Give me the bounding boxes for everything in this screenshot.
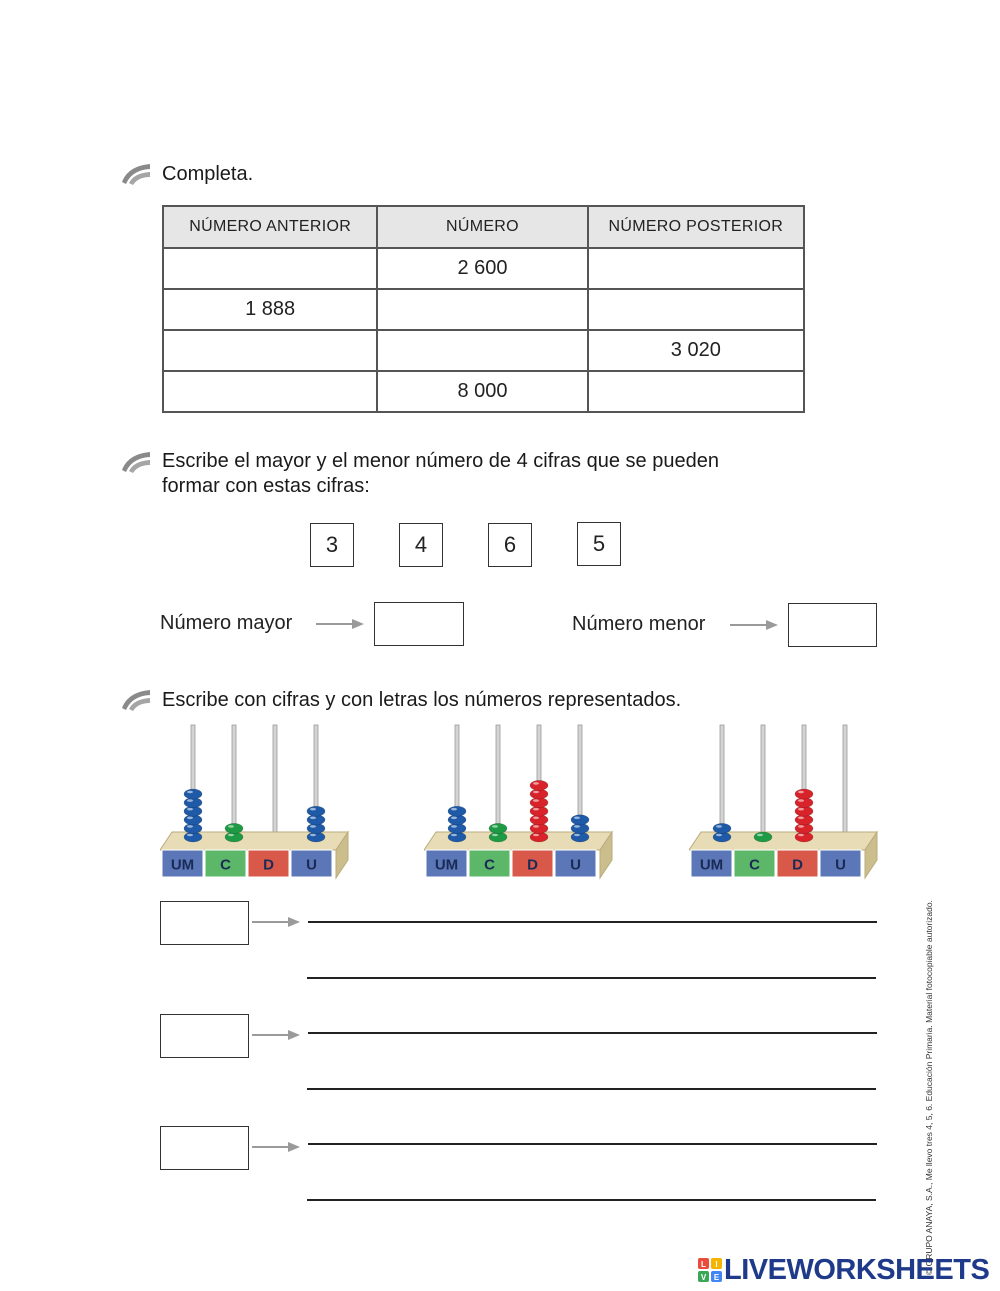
numero-mayor-answer-box[interactable]: [374, 602, 464, 646]
abacus-bead: [530, 780, 548, 790]
table-row: [163, 248, 804, 289]
abacus-bead-highlight: [187, 817, 193, 820]
abacus-bead-highlight: [574, 825, 580, 828]
abacus-bead: [225, 823, 243, 833]
exercise-3-instruction: Escribe con cifras y con letras los números representados.: [162, 689, 682, 711]
abacus-1-words-line[interactable]: [308, 921, 877, 923]
abacus-bead-highlight: [228, 834, 234, 837]
exercise-icon: [120, 448, 154, 474]
header-numero-anterior: NÚMERO ANTERIOR: [163, 206, 377, 248]
abacus-1-number-box[interactable]: [160, 901, 249, 945]
abacus-bead: [489, 823, 507, 833]
abacus-bead: [754, 832, 772, 842]
abacus-place-label: C: [484, 856, 495, 874]
table-cell[interactable]: [377, 330, 587, 371]
abacus-place-label: UM: [170, 856, 195, 874]
logo-letter: E: [713, 1273, 720, 1282]
abacus-bead-highlight: [798, 791, 804, 794]
header-numero: NÚMERO: [377, 206, 587, 248]
abacus-1: [160, 720, 352, 880]
liveworksheets-logo: [698, 1254, 989, 1286]
abacus-bead-highlight: [187, 834, 193, 837]
abacus-bead-highlight: [187, 791, 193, 794]
abacus-bead-highlight: [187, 808, 193, 811]
abacus-bead-highlight: [228, 825, 234, 828]
abacus-bead: [307, 806, 325, 816]
exercise-2-instruction-line1: Escribe el mayor y el menor número de 4 cifras que se pueden: [162, 450, 719, 472]
abacus-place-label: D: [263, 856, 274, 874]
abacus-place-label: U: [835, 856, 846, 874]
abacus-2-words-line[interactable]: [308, 1032, 877, 1034]
exercise-2-instruction-line2: formar con estas cifras:: [162, 475, 370, 497]
abacus-3-words-line[interactable]: [308, 1143, 877, 1145]
abacus-2-number-box[interactable]: [160, 1014, 249, 1058]
logo-letter: V: [700, 1273, 707, 1282]
table-cell[interactable]: [163, 330, 377, 371]
digit-card: 3: [310, 523, 354, 567]
copyright-notice: © GRUPO ANAYA, S.A., Me llevo tres 4, 5, 6. Educación Primaria. Material fotocopiable autorizado.: [924, 900, 934, 1275]
abacus-bead-highlight: [716, 825, 722, 828]
abacus-bead-highlight: [451, 825, 457, 828]
abacus-bead-highlight: [492, 825, 498, 828]
logo-letter: L: [701, 1260, 706, 1269]
abacus-place-label: U: [306, 856, 317, 874]
table-cell[interactable]: [588, 248, 804, 289]
arrow-right-icon: [316, 618, 364, 630]
abacus-bead-highlight: [310, 825, 316, 828]
abacus-rod: [761, 725, 765, 845]
liveworksheets-logo-icon: [698, 1258, 722, 1282]
table-cell[interactable]: [588, 289, 804, 330]
abacus-bead-highlight: [757, 834, 763, 837]
abacus-bead-highlight: [451, 834, 457, 837]
abacus-bead: [448, 806, 466, 816]
abacus-place-label: U: [570, 856, 581, 874]
arrow-right-icon: [252, 1029, 300, 1041]
abacus-bead-highlight: [187, 825, 193, 828]
table-cell: 1 888: [163, 289, 377, 330]
abacus-bead-highlight: [533, 808, 539, 811]
table-row: [163, 371, 804, 412]
header-numero-posterior: NÚMERO POSTERIOR: [588, 206, 804, 248]
liveworksheets-brand-text: LIVEWORKSHEETS: [724, 1254, 990, 1286]
abacus-bead-highlight: [798, 825, 804, 828]
abacus-bead-highlight: [533, 799, 539, 802]
abacus-place-label: D: [527, 856, 538, 874]
abacus-bead-highlight: [716, 834, 722, 837]
abacus-place-label: UM: [699, 856, 724, 874]
abacus-1-words-line[interactable]: [307, 977, 876, 979]
abacus-bead-highlight: [533, 825, 539, 828]
abacus-bead-highlight: [798, 817, 804, 820]
abacus-bead-highlight: [310, 808, 316, 811]
number-table: [162, 205, 805, 413]
abacus-3-number-box[interactable]: [160, 1126, 249, 1170]
arrow-right-icon: [252, 1141, 300, 1153]
abacus-bead-highlight: [310, 834, 316, 837]
abacus-bead-highlight: [533, 834, 539, 837]
digit-card: 4: [399, 523, 443, 567]
table-cell: 2 600: [377, 248, 587, 289]
abacus-bead-highlight: [574, 817, 580, 820]
abacus-bead: [713, 823, 731, 833]
abacus-2: [424, 720, 616, 880]
abacus-place-label: UM: [434, 856, 459, 874]
digit-card: 5: [577, 522, 621, 566]
table-cell[interactable]: [377, 289, 587, 330]
table-cell[interactable]: [588, 371, 804, 412]
abacus-place-label: C: [749, 856, 760, 874]
arrow-right-icon: [730, 619, 778, 631]
numero-menor-answer-box[interactable]: [788, 603, 877, 647]
logo-letter: I: [715, 1260, 718, 1269]
abacus-bead-highlight: [798, 799, 804, 802]
abacus-bead-highlight: [533, 791, 539, 794]
table-cell: 8 000: [377, 371, 587, 412]
exercise-icon: [120, 160, 154, 186]
abacus-3: [689, 720, 881, 880]
arrow-right-icon: [252, 916, 300, 928]
abacus-bead-highlight: [798, 808, 804, 811]
digit-card: 6: [488, 523, 532, 567]
abacus-bead-highlight: [187, 799, 193, 802]
abacus-bead-highlight: [533, 782, 539, 785]
abacus-3-words-line[interactable]: [307, 1199, 876, 1201]
numero-menor-label: Número menor: [572, 613, 706, 635]
table-cell[interactable]: [163, 371, 377, 412]
abacus-bead-highlight: [451, 808, 457, 811]
abacus-bead: [571, 815, 589, 825]
exercise-1-instruction: Completa.: [162, 163, 254, 185]
abacus-bead: [795, 789, 813, 799]
abacus-place-label: D: [792, 856, 803, 874]
abacus-bead: [184, 789, 202, 799]
abacus-bead-highlight: [492, 834, 498, 837]
abacus-rod: [273, 725, 277, 845]
abacus-bead-highlight: [310, 817, 316, 820]
table-cell[interactable]: [163, 248, 377, 289]
abacus-bead-highlight: [574, 834, 580, 837]
table-cell: 3 020: [588, 330, 804, 371]
abacus-2-words-line[interactable]: [307, 1088, 876, 1090]
numero-mayor-label: Número mayor: [160, 612, 293, 634]
table-row: [163, 330, 804, 371]
abacus-bead-highlight: [798, 834, 804, 837]
abacus-place-label: C: [220, 856, 231, 874]
abacus-rod: [843, 725, 847, 845]
exercise-icon: [120, 686, 154, 712]
abacus-bead-highlight: [451, 817, 457, 820]
table-row: [163, 289, 804, 330]
abacus-bead-highlight: [533, 817, 539, 820]
